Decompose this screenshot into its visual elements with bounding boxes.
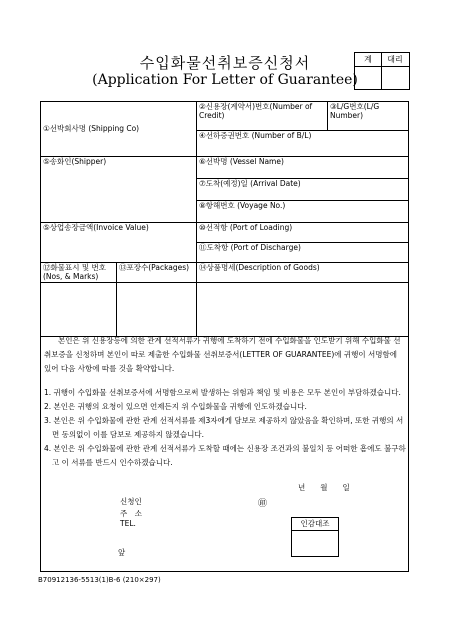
vessel-name-field[interactable]: ⑥선박명 (Vessel Name) (197, 157, 409, 179)
marks-input[interactable] (41, 283, 117, 337)
stamp-label-staff: 계 (355, 53, 381, 67)
seal-verification-box[interactable] (291, 517, 339, 557)
goods-header: ⑭상품명세(Description of Goods) (197, 263, 409, 283)
credit-no-field[interactable]: ②신용장(계약서)번호(Number of Credit) (197, 102, 328, 131)
bl-no-field[interactable]: ④선하증권번호 (Number of B/L) (197, 131, 409, 157)
shipping-co-field[interactable]: ①선박회사명 (Shipping Co) (41, 102, 197, 157)
terms-list (44, 386, 406, 470)
shipper-field[interactable]: ⑤송화인(Shipper) (41, 157, 197, 223)
voyage-no-field[interactable]: ⑧항해번호 (Voyage No.) (197, 201, 409, 223)
term-2: 2. 본인은 귀행의 요청이 있으면 언제든지 위 수입화물을 귀행에 인도하겠습니다. (44, 402, 307, 411)
term-4: 4. 본인은 위 수입화물에 관한 관계 선적서류가 도착할 때에는 신용장 조건과의 불일치 등 어떠한 흠에도 불구하고 이 서류를 반드시 인수하겠습니다. (44, 444, 406, 467)
port-loading-field[interactable]: ⑩선적항 (Port of Loading) (197, 223, 409, 243)
packages-header: ⑬포장수(Packages) (117, 263, 197, 283)
intro-paragraph: 본인은 위 신용장등에 의한 관계 선적서류가 귀행에 도착하기 전에 수입화물을 인도받기 위해 수입화물 선취보증을 신청하며 본인이 따로 제출한 수입화물 선취보증서(LETTER OF GUARANTEE)에 귀행이 서명함에 있어 다음 사항에 따를 것을 확약합니다. (44, 336, 401, 373)
form-title-korean: 수입화물선취보증신청서 (139, 54, 311, 72)
arrival-date-field[interactable]: ⑦도착(예정)일 (Arrival Date) (197, 179, 409, 201)
applicant-label: 신청인 (120, 497, 142, 506)
packages-input[interactable] (117, 283, 197, 337)
lg-no-field[interactable]: ③L/G번호(L/G Number) (328, 102, 409, 131)
seal-mark-icon: ㊞ (258, 499, 268, 509)
tel-label: TEL. (120, 519, 136, 528)
address-label: 주 소 (120, 509, 142, 518)
form-code-footer: B70912136-5513(1)B-6 (210×297) (38, 576, 161, 584)
port-discharge-field[interactable]: ⑪도착항 (Port of Discharge) (197, 243, 409, 263)
goods-input[interactable] (197, 283, 409, 337)
stamp-label-deputy: 대리 (381, 53, 409, 67)
seal-verification-label: 인감대조 (292, 518, 338, 531)
form-title-english: (Application For Letter of Guarantee) (92, 72, 358, 88)
date-line: 년 월 일 (298, 483, 350, 492)
invoice-value-field[interactable]: ⑤상업송장금액(Invoice Value) (41, 223, 197, 263)
term-1: 1. 귀행이 수입화물 선취보증서에 서명함으로써 발생하는 위험과 책임 및 비용은 모두 본인이 부담하겠습니다. (44, 388, 401, 397)
marks-header: ⑫화물표시 및 번호 (Nos, & Marks) (41, 263, 117, 283)
addressee-label: 앞 (118, 548, 126, 557)
approval-stamp-box (354, 52, 410, 90)
term-3: 3. 본인은 위 수입화물에 관한 관계 선적서류를 제3자에게 담보로 제공하지 않았음을 확인하며, 또한 귀행의 서면 동의없이 이를 담보로 제공하지 않겠습니다. (44, 416, 404, 439)
